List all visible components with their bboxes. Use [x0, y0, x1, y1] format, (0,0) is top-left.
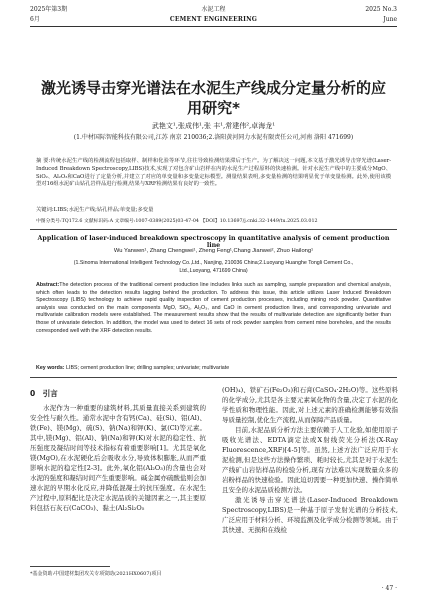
keywords-body: LIBS; cement production line; drilling samples; univariate; multivariate [66, 365, 230, 371]
journal-name-cn: 水泥工程 [201, 6, 226, 13]
footnote-rule [30, 566, 110, 567]
abstract-body: The detection process of the traditional cement production line includes links such as sampling, sample preparation and chemical analysis, which often leads to the detection results lagging behind the production. To address this issue, this article utilizes Laser Induced Breakdown Spectroscopy (LIBS) technology to achieve rapid quality inspection of cement production processes, including mining rock powder. Quantitative analysis was conducted on the main components MgO, SiO₂, Al₂O₃, and CaO in cement production lines, and corresponding univariate and multivariate calibration models were established. The measurement results show that the results of multivariate detection are significantly better than those of univariate detection. In addition, the model was used to detect 16 sets of rock powder samples from cement mine boreholes, and the results corresponded well with the XRF detection results. [36, 282, 391, 334]
issue-en: 2025 No.3 [365, 6, 397, 13]
divider-bottom [30, 377, 397, 378]
issue-cn: 2025年第3期 [30, 6, 68, 13]
abstract-label: Abstract: [36, 282, 60, 288]
journal-name-en: CEMENT ENGINEERING [169, 16, 258, 23]
month-en: June [383, 16, 397, 23]
funding-footnote: *基金资助:中国建材集团攻关专项资助(2021HX0607)项目 [30, 571, 162, 577]
article-title: 激光诱导击穿光谱法在水泥生产线成分定量分析的应用研究* [40, 79, 386, 117]
body-paragraph: 水泥作为一种重要的建筑材料,其质量直接关系到建筑的安全性与耐久性。通常水泥中含有钙(Ca)、硅(Si)、铝(Al)、铁(Fe)、镁(Mg)、硫(S)、钠(Na)和钾(K)、氯(Cl)等元素。其中,镁(Mg)、铝(Al)、钠(Na)和钾(K)对水泥的稳定性、抗压强度及凝结时间等技术指标有着重要影响[1]。尤其是氧化镁(MgO),在水泥硬化后会吸收水分,导致体积膨胀,从而严重影响水泥的稳定性[2-3]。此外,氧化铝(Al₂O₃)的含量也会对水泥的强度和凝结时间产生重要影响。碱金属亦硫酸盐则会加速水泥的早期水化反应,并降低混凝土的抗压强度。在水泥生产过程中,原料配比是决定水泥品质的关键因素之一,其主要原料包括石灰石(CaCO₃)、黏土(Al₂Si₂O₅ [30, 404, 206, 512]
english-keywords [36, 365, 391, 373]
english-authors: Wu Yanwen¹, Zhang Chengwei¹, Zheng Feng¹,Chang Jianwei², Zhuo Hailong¹ [113, 248, 314, 254]
body-right-column [222, 385, 398, 535]
divider-top [30, 229, 397, 230]
english-title: Application of laser-induced breakdown spectroscopy in quantitative analysis of cement production line [37, 235, 390, 249]
body-left-column [30, 385, 206, 513]
body-paragraph: (OH)₄)、铁矿石(Fe₂O₃)和石膏(CaSO₄·2H₂O)等。这些原料的化学成分,尤其是各主要元素氧化物的含量,决定了水泥的化学性质和物理性能。因此,对上述元素的准确检测能够有效指导质量控制,优化生产流程,从而保障产品质量。 [222, 386, 398, 424]
english-affiliation: (1.Sinoma International Intelligent Technology Co.,Ltd., Nanjing, 210036 China;2.Luoyang Huanghe Tongli Cement Co., Ltd.,Luoyang, 471699 China) [73, 260, 354, 274]
classification-line: 中图分类号:TQ172.6 文献标识码:A 文章编号:1007-0389(2025)03-47-04 【DOI】10.13697/j.cnki.32-1449/tu.2025.03.012 [36, 219, 318, 224]
page-number: · 47 · [381, 585, 397, 592]
body-paragraph: 激光诱导击穿光谱法(Laser-Induced Breakdown Spectroscopy,LIBS)是一种基于原子发射光谱的分析技术,广泛应用于材料分析、环境监测及化学成分检测等领域。由于其快速、无损和在线检 [222, 496, 398, 534]
running-header [30, 4, 397, 27]
abstract-cn: 摘 要:传统水泥生产线的检测流程包括取样、制样和化验等环节,往往导致检测结果滞后于生产。为了解决这一问题,本文基于激光诱导击穿光谱(Laser-Induced Breakdown Spectroscopy,LIBS)技术,实现了对包含矿山岩样在内的水泥生产过程原料的快速检测。针对水泥生产线中的主要成分MgO、SiO₂、Al₂O₃和CaO进行了定量分析,并建立了对应的单变量和多变量定标模型。测量结果表明,多变量检测的结果明显优于单变量检测。此外,使用该模型对16组水泥矿山钻孔岩样品进行检测,结果与XRF检测结果有良好的一致性。 [36, 158, 391, 188]
month-cn: 6月 [30, 16, 40, 23]
keywords-label: Key words: [36, 365, 65, 371]
body-paragraph: 目前,水泥品质分析方法主要依赖于人工化验,如使用原子吸收光谱法、EDTA滴定法或X射线荧光分析法(X-Ray Fluorescence,XRF)[4-5]等。虽然,上述方法广泛应用于水泥检测,但是这些方法操作繁琐、耗时较长,尤其是对于水泥生产线矿山岩钻样品的检验分析,现有方法难以实现数量众多的岩粉样品的快速检验。因此迫切需要一种更加快速、操作简单且安全的水泥品质检测方法。 [222, 426, 398, 494]
english-abstract [36, 282, 391, 335]
section-heading: 0 引言 [30, 389, 58, 398]
keywords-cn: 关键词:LIBS;水泥生产线;钻孔样品;单变量;多变量 [36, 207, 154, 213]
affiliation-cn: (1.中材国际智能科技有限公司,江苏 南京 210036;2.洛阳黄河同力水泥有限责任公司,河南 洛阳 471699) [73, 134, 354, 141]
authors-cn: 武艳文¹,张成伟¹,张 丰¹,常建伟²,卓海龙¹ [151, 122, 276, 130]
